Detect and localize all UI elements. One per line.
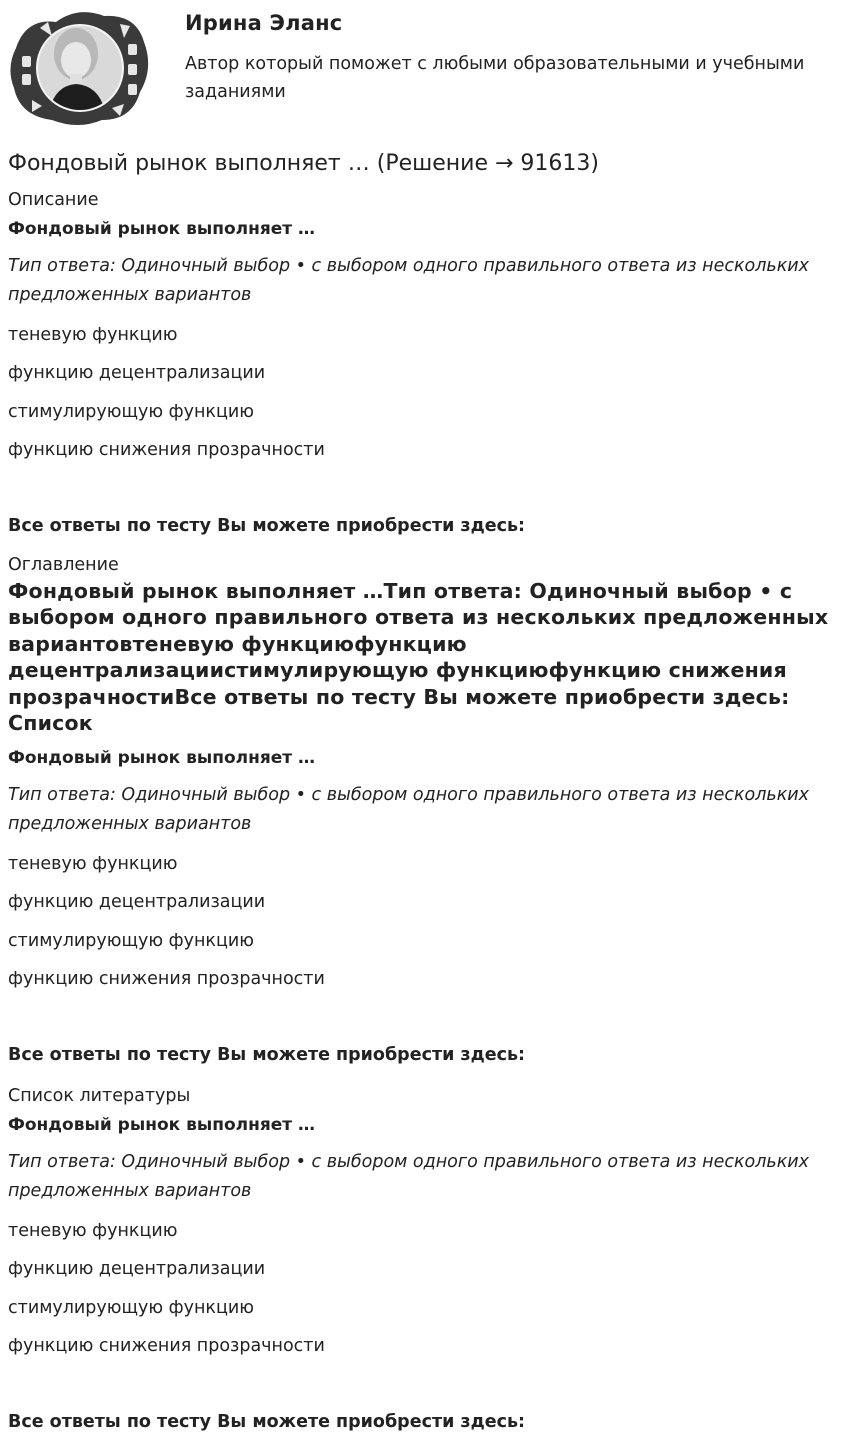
film-frame-avatar-icon: [8, 8, 150, 126]
references-section: [8, 1083, 838, 1435]
author-header: [8, 0, 838, 140]
answer-type: Тип ответа: Одиночный выбор • с выбором одного правильного ответа из нескольких предложенных вариантов: [8, 256, 810, 305]
option-item: стимулирующую функцию: [8, 401, 254, 422]
question-title: Фондовый рынок выполняет …: [8, 1115, 316, 1135]
avatar[interactable]: [8, 8, 150, 126]
option-item: функцию снижения прозрачности: [8, 969, 325, 990]
option-item: теневую функцию: [8, 853, 178, 874]
option-item: теневую функцию: [8, 1220, 178, 1241]
option-item: стимулирующую функцию: [8, 1297, 254, 1318]
author-name[interactable]: Ирина Эланс: [185, 11, 343, 35]
description-label: Описание: [8, 190, 99, 210]
option-item: стимулирующую функцию: [8, 930, 254, 951]
answer-type: Тип ответа: Одиночный выбор • с выбором одного правильного ответа из нескольких предложенных вариантов: [8, 1152, 810, 1201]
toc-section: [8, 552, 838, 1068]
page-title: Фондовый рынок выполняет … (Решение → 91613): [8, 151, 599, 176]
toc-label: Оглавление: [8, 555, 119, 575]
description-section: [8, 187, 838, 539]
author-bio: Автор который поможет с любыми образовательными и учебными заданиями: [185, 54, 805, 102]
page: [8, 0, 838, 1432]
option-item: теневую функцию: [8, 324, 178, 345]
option-item: функцию снижения прозрачности: [8, 440, 325, 460]
answer-type: Тип ответа: Одиночный выбор • с выбором одного правильного ответа из нескольких предложенных вариантов: [8, 785, 810, 834]
option-item: функцию децентрализации: [8, 892, 266, 913]
toc-text: Фондовый рынок выполняет …Тип ответа: Одиночный выбор • с выбором одного правильного ответа из нескольких предложенных вариантовтеневую функциюфункцию децентрализациистимулирующую функциюфункцию снижения прозрачностиВсе ответы по тесту Вы можете приобрести здесь: Список: [8, 579, 829, 736]
references-label: Список литературы: [8, 1086, 191, 1106]
option-item: функцию децентрализации: [8, 1259, 266, 1279]
question-title: Фондовый рынок выполняет …: [8, 219, 316, 239]
option-item: функцию децентрализации: [8, 363, 266, 383]
option-item: функцию снижения прозрачности: [8, 1336, 325, 1356]
buy-answers-text: Все ответы по тесту Вы можете приобрести здесь:: [8, 1412, 526, 1432]
buy-answers-text: Все ответы по тесту Вы можете приобрести здесь:: [8, 1045, 526, 1066]
question-title: Фондовый рынок выполняет …: [8, 748, 316, 769]
buy-answers-text: Все ответы по тесту Вы можете приобрести здесь:: [8, 516, 526, 536]
